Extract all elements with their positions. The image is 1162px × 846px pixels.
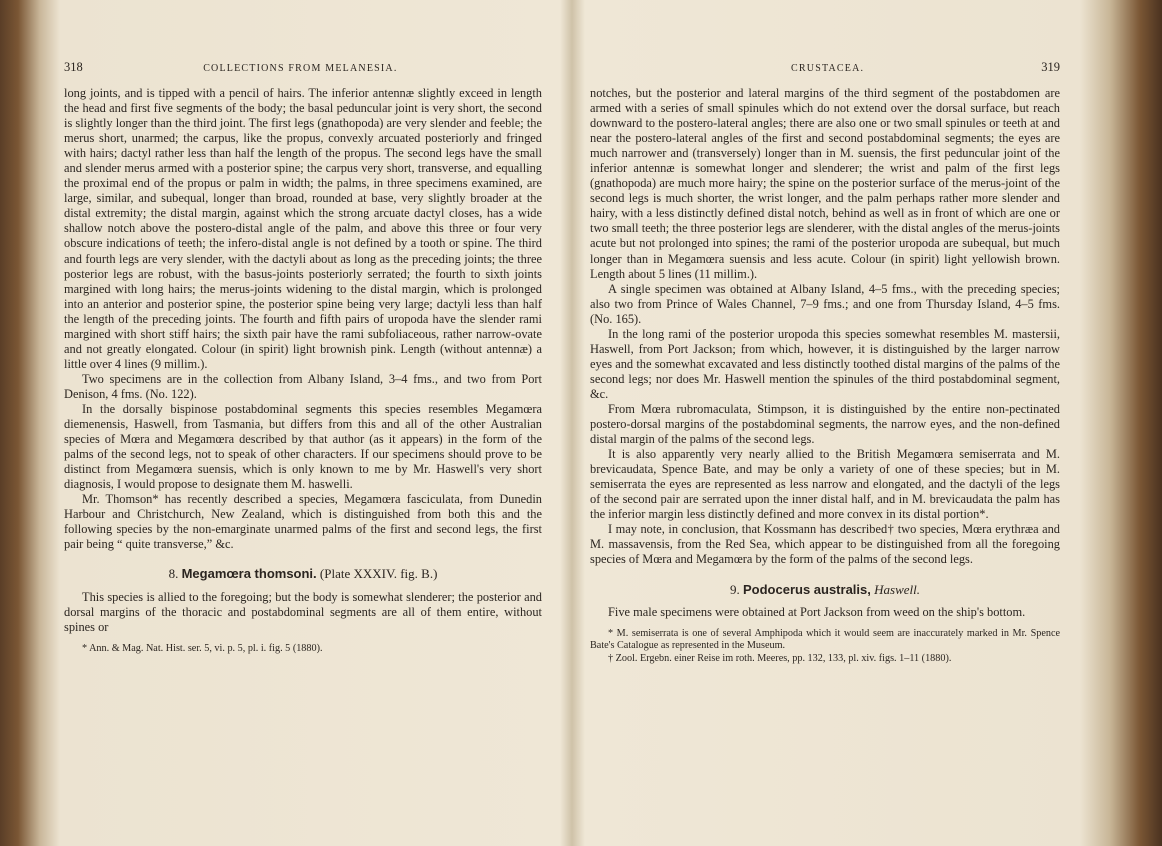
running-head: COLLECTIONS FROM MELANESIA. — [203, 63, 398, 74]
paragraph: Five male specimens were obtained at Port Jackson from weed on the ship's bottom. — [608, 604, 1026, 619]
paragraph: In the long rami of the posterior uropoda this species somewhat resembles M. mastersii, Haswell, from Port Jackson; from which, however, it is distinguished by the larger narrow eyes and the somewhat excavated and less distinctly toothed distal margins of the palms of the second legs; nor does Mr. Haswell mention the spinules of the third postabdominal segment, &c. — [590, 326, 1060, 401]
paragraph: Two specimens are in the collection from Albany Island, 3–4 fms., and two from Port Denison, 4 fms. (No. 122). — [64, 371, 542, 401]
footnote: * Ann. & Mag. Nat. Hist. ser. 5, vi. p. 5, pl. i. fig. 5 (1880). — [82, 642, 323, 654]
left-page — [64, 60, 542, 836]
species-heading — [590, 582, 1060, 597]
heading-author: Haswell. — [874, 581, 920, 597]
paragraph: I may note, in conclusion, that Kossmann has described† two species, Mœra erythræa and M. massavensis, from the Red Sea, which appear to be distinguished from all the foregoing species of Mœra and Megamœra by the form of the palms of the second legs. — [590, 522, 1060, 567]
right-page — [590, 60, 1060, 836]
footnote: * M. semiserrata is one of several Amphipoda which it would seem are inaccurately marked in Mr. Spence Bate's Catalogue as represented in the Museum. — [590, 627, 1060, 652]
paragraph: This species is allied to the foregoing; but the body is somewhat slenderer; the posterior and dorsal margins of the thoracic and postabdominal segments are all of them entire, without spines or — [64, 589, 542, 634]
paragraph: From Mœra rubromaculata, Stimpson, it is distinguished by the entire non-pectinated postero-dorsal margins of the postabdominal segments, the narrow eyes, and the non-defined distal margin of the palms of the second legs. — [590, 401, 1060, 447]
paragraph: In the dorsally bispinose postabdominal segments this species resembles Megamœra diemenensis, Haswell, from Tasmania, but differs from this and all of the other Australian species of Mœra and Megamœra described by that author (as it appears) in the form of the palms of the second legs, not to speak of other characters. If our specimens should prove to be distinct from Megamœra suensis, which is only known to me by Mr. Haswell's very short diagnosis, I would propose to designate them M. haswelli. — [64, 401, 542, 492]
left-page-header — [64, 60, 542, 86]
species-heading — [64, 566, 542, 581]
page-number: 319 — [1041, 60, 1060, 74]
page-number: 318 — [64, 60, 83, 74]
footnotes — [64, 643, 542, 656]
left-body-text — [64, 86, 542, 635]
paragraph: Mr. Thomson* has recently described a species, Megamœra fasciculata, from Dunedin Harbour and Christchurch, New Zealand, which is distinguished from both this and the following species by the non-emarginate unarmed palms of the first and second legs, the first pair being “ quite transverse,” &c. — [64, 492, 542, 552]
heading-number: 9. — [729, 581, 740, 597]
paragraph: notches, but the posterior and lateral margins of the third segment of the postabdomen are armed with a series of small spinules which do not extend over the dorsal surface, but reach downward to the postero-lateral angles; there are also one or two small spinules or teeth at and near the postero-lateral angles of the first and second postabdominal segments; the eyes are much narrower and (transversely) longer than in M. suensis, the first peduncular joint of the inferior antennæ is somewhat longer and slenderer; the wrist and palm of the first legs (gnathopoda) are much more hairy; the spine on the posterior surface of the merus-joint of the second legs is much shorter, the wrist longer, and the palm perhaps rather more slender and hairy, with a less distinctly defined distal notch, behind as well as in front of which are one or two small teeth; the three posterior legs are slenderer, with the distal angles of the merus-joints acute but not prolonged into spines; the rami of the posterior uropoda are subequal, but much longer than in Megamœra suensis and less acute. Colour (in spirit) light yellowish brown. Length about 5 lines (11 millim.). — [590, 86, 1060, 281]
running-head: CRUSTACEA. — [791, 63, 865, 74]
footnotes — [590, 628, 1060, 666]
heading-number: 8. — [168, 566, 179, 582]
right-body-text — [590, 86, 1060, 620]
heading-name: Podocerus australis, — [742, 581, 871, 597]
paragraph: long joints, and is tipped with a pencil of hairs. The inferior antennæ slightly exceed in length the head and first five segments of the body; the basal peduncular joint is very short, the second is slightly longer than the third joint. The first legs (gnathopoda) are very slender and feeble; the merus short, unarmed; the carpus, like the propus, convexly arcuated posteriorly and fringed with hairs; dactyl rather less than half the length of the propus. The second legs have the small and slender merus armed with a posterior spine; the carpus very short, transverse, and equalling the proximal end of the propus or palm in width; the palms, in three specimens examined, are large, similar, and subequal, longer than broad, rounded at base, very slightly broader at the distal extremity; the distal margin, against which the strong arcuate dactyl closes, has a wide shallow notch above the postero-distal angle of the palm, and above this three or four very obscure indications of teeth; the infero-distal angle is not defined by a tooth or spine. The third and fourth legs are very slender, with the dactyli about as long as the preceding joints; the three posterior legs are robust, with the basus-joints posteriorly serrated; the fourth to sixth joints margined with long hairs; the merus-joints widening to the distal margin, which is prolonged into an anterior and posterior spine, the posterior spine being very large; dactyli less than half the length of the preceding joints. The fourth and fifth pairs of uropoda have the slender rami margined with short stiff hairs; the sixth pair have the rami subfoliaceous, rather narrow-ovate and not greatly elongated. Colour (in spirit) light brownish pink. Length (without antennæ) a little over 4 lines (9 millim.). — [64, 86, 542, 371]
paragraph: It is also apparently very nearly allied to the British Megamœra semiserrata and M. brevicaudata, Spence Bate, and may be only a variety of one of these species; but in M. semiserrata the eyes are represented as less narrow and elongated, and the dactyli of the legs of the second pair are serrated upon the inner distal half, and in M. brevicaudata the palm has the inferior margin less distinctly defined and more convex in its distal portion*. — [590, 447, 1060, 522]
heading-name: Megamœra thomsoni. — [181, 566, 317, 582]
paragraph: A single specimen was obtained at Albany Island, 4–5 fms., with the preceding species; also two from Prince of Wales Channel, 7–9 fms.; and one from Thursday Island, 4–5 fms. (No. 165). — [590, 281, 1060, 326]
plate-reference: (Plate XXXIV. fig. B.) — [319, 566, 438, 582]
footnote: † Zool. Ergebn. einer Reise im roth. Meeres, pp. 132, 133, pl. xiv. figs. 1–11 (1880). — [608, 652, 952, 664]
right-page-header — [590, 60, 1060, 86]
